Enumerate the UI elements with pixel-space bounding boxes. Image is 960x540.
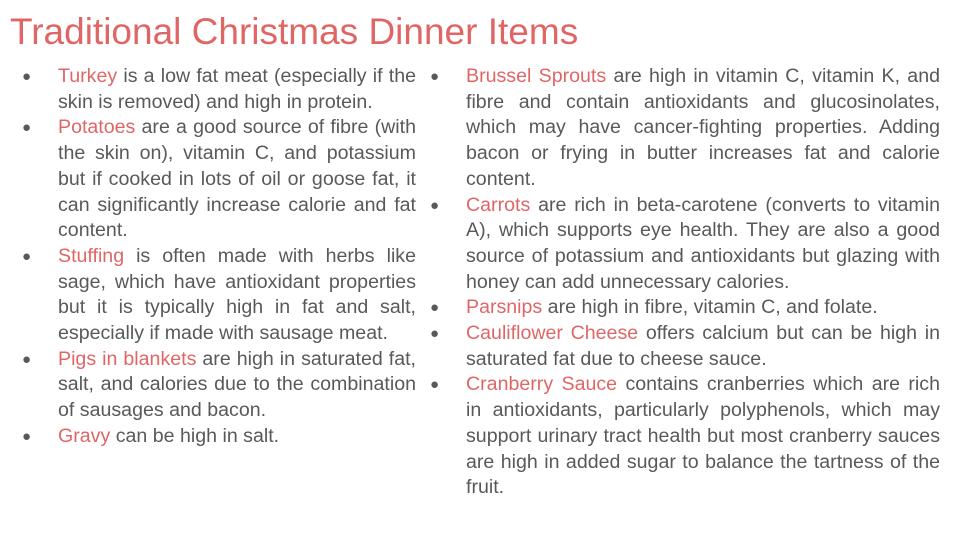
item-description: offers calcium but can be high in saturated fat due to cheese sauce.: [466, 322, 940, 370]
list-item-parsnips: [430, 295, 940, 321]
item-description: are high in fibre, vitamin C, and folate.: [542, 296, 878, 319]
item-description: are a good source of fibre (with the skin on), vitamin C, and potassium but if cooked in lots of oil or goose fat, it can significantly increase calorie and fat content.: [58, 116, 416, 242]
bullet-icon: ●: [430, 325, 440, 343]
bullet-icon: ●: [430, 68, 440, 85]
bullet-icon: ●: [22, 119, 32, 137]
item-name: Brussel Sprouts: [466, 65, 607, 87]
bullet-icon: ●: [22, 247, 32, 265]
item-description: contains cranberries which are rich in antioxidants, particularly polyphenols, which may support urinary tract health but most cranberry sauces are high in added sugar to balance the tartness of the fruit.: [466, 373, 940, 499]
list-item-cranberry-sauce: [430, 372, 940, 501]
list-item-potatoes: [22, 115, 416, 244]
item-name: Cauliflower Cheese: [466, 322, 639, 345]
item-description: can be high in salt.: [110, 424, 280, 447]
item-name: Parsnips: [466, 296, 543, 319]
list-item-stuffing: [22, 244, 416, 347]
bullet-icon: ●: [22, 68, 32, 85]
slide-title: Traditional Christmas Dinner Items: [10, 11, 579, 52]
list-item-turkey: [22, 64, 416, 115]
bullet-icon: ●: [430, 196, 440, 214]
bullet-icon: ●: [22, 427, 32, 445]
item-name: Cranberry Sauce: [466, 373, 618, 396]
item-name: Potatoes: [58, 116, 136, 139]
item-name: Turkey: [58, 65, 118, 87]
item-description: are high in saturated fat, salt, and calories due to the combination of sausages and bacon.: [58, 347, 417, 422]
item-name: Pigs in blankets: [58, 347, 197, 370]
item-name: Carrots: [466, 193, 531, 216]
item-name: Gravy: [58, 424, 111, 447]
item-name: Stuffing: [58, 244, 125, 267]
right-item-list: [430, 64, 940, 501]
list-item-gravy: [22, 424, 416, 450]
bullet-icon: ●: [430, 299, 440, 317]
bullet-icon: ●: [430, 376, 440, 394]
left-item-list: [22, 64, 416, 450]
item-description: are rich in beta-carotene (converts to vitamin A), which supports eye health. They are also a good source of potassium and antioxidants but glazing with honey can add unnecessary calories.: [466, 193, 940, 293]
list-item-carrots: [430, 193, 940, 296]
item-description: is a low fat meat (especially if the skin is removed) and high in protein.: [58, 65, 416, 113]
list-item-brussel-sprouts: [430, 64, 940, 193]
item-description: is often made with herbs like sage, which have antioxidant properties but it is typically high in fat and salt, especially if made with sausage meat.: [58, 244, 416, 345]
list-item-pigs-in-blankets: [22, 347, 416, 424]
bullet-icon: ●: [22, 350, 32, 368]
item-description: are high in vitamin C, vitamin K, and fibre and contain antioxidants and glucosinolates, which may have cancer-fighting properties. Adding bacon or frying in butter increases fat and calorie content.: [466, 65, 940, 190]
list-item-cauliflower-cheese: [430, 321, 940, 372]
